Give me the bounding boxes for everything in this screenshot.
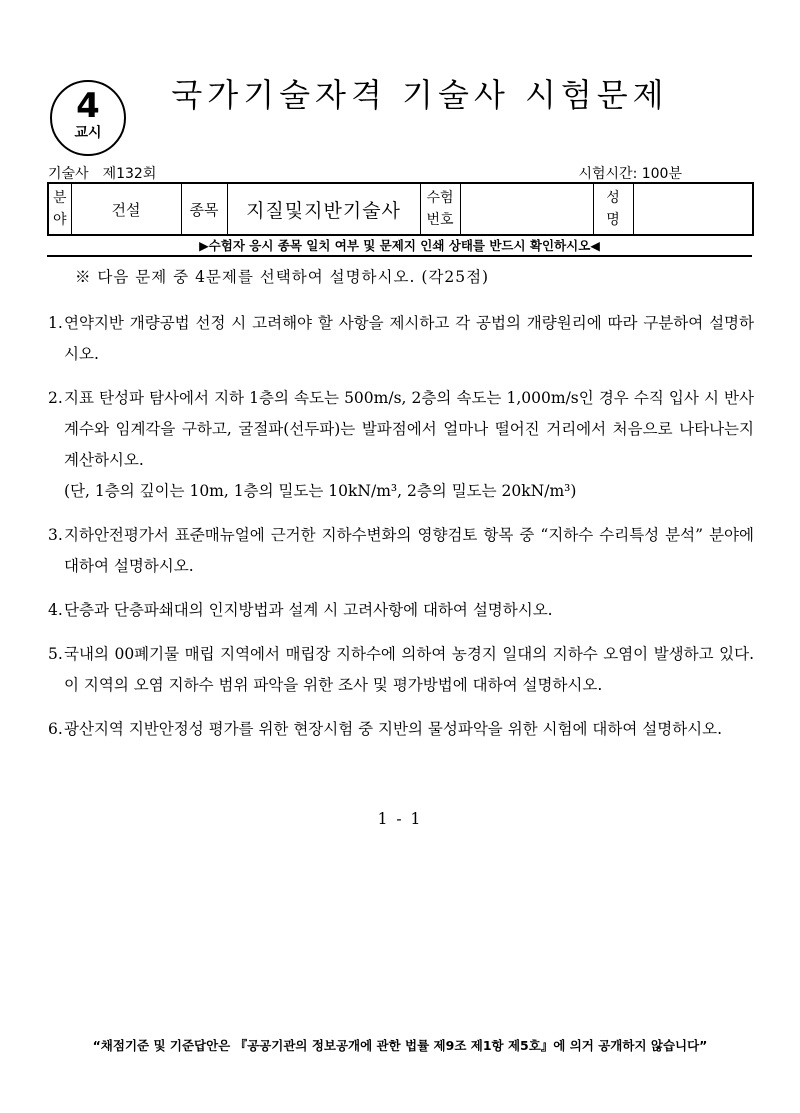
disclosure-footer: “채점기준 및 기준답안은 『공공기관의 정보공개에 관한 법률 제9조 제1항 제5호』에 의거 공개하지 않습니다”	[92, 1038, 708, 1053]
page-title: 국가기술자격 기술사 시험문제	[171, 76, 669, 114]
field-value: 건설	[71, 183, 181, 235]
exam-number-label-cell	[420, 183, 460, 235]
name-label-1: 성	[606, 190, 620, 206]
period-badge	[50, 80, 126, 156]
question-item	[48, 595, 754, 626]
question-text: 지표 탄성파 탐사에서 지하 1층의 속도는 500m/s, 2층의 속도는 1,000m/s인 경우 수직 입사 시 반사계수와 임계각을 구하고, 굴절파(선두파)는 발파점에서 얼마나 떨어진 거리에서 처음으로 나타나는지 계산하시오.	[64, 389, 755, 469]
subject-value: 지질및지반기술사	[227, 183, 420, 235]
name-field[interactable]	[633, 183, 753, 235]
question-number: 4.	[48, 601, 63, 619]
question-item	[48, 520, 754, 582]
field-label-1: 분	[52, 190, 67, 206]
period-number: 4	[76, 86, 100, 126]
question-number: 6.	[48, 720, 63, 738]
name-label-cell	[593, 183, 633, 235]
name-label-2: 명	[606, 212, 620, 228]
exam-number-label-2: 번호	[426, 212, 454, 228]
field-label-cell	[48, 183, 71, 235]
question-item	[48, 714, 754, 745]
question-number: 5.	[48, 645, 63, 663]
exam-number-label-1: 수험	[426, 190, 454, 206]
question-text: 지하안전평가서 표준매뉴얼에 근거한 지하수변화의 영향검토 항목 중 “지하수 수리특성 분석” 분야에 대하여 설명하시오.	[64, 526, 754, 575]
page-number: 1 - 1	[377, 810, 423, 828]
question-text: 국내의 00폐기물 매립 지역에서 매립장 지하수에 의하여 농경지 일대의 지하수 오염이 발생하고 있다. 이 지역의 오염 지하수 범위 파악을 위한 조사 및 평가방법에 대하여 설명하시오.	[64, 645, 754, 694]
question-text: 단층과 단층파쇄대의 인지방법과 설계 시 고려사항에 대하여 설명하시오.	[64, 601, 553, 619]
question-number: 1.	[48, 314, 63, 332]
question-note: (단, 1층의 깊이는 10m, 1층의 밀도는 10kN/m³, 2층의 밀도는 20kN/m³)	[64, 482, 577, 500]
question-number: 3.	[48, 526, 63, 544]
question-list	[48, 308, 754, 758]
field-label-2: 야	[52, 212, 67, 228]
exam-category: 기술사	[48, 166, 89, 182]
exam-number-field[interactable]	[460, 183, 593, 235]
question-item	[48, 383, 754, 507]
question-number: 2.	[48, 389, 63, 407]
exam-time: 시험시간: 100분	[578, 166, 682, 182]
period-label: 교시	[74, 125, 102, 141]
question-item	[48, 308, 754, 370]
exam-meta-left	[48, 163, 156, 183]
question-text: 연약지반 개량공법 선정 시 고려해야 할 사항을 제시하고 각 공법의 개량원리에 따라 구분하여 설명하시오.	[64, 314, 754, 363]
check-notice: ▶수험자 응시 종목 일치 여부 및 문제지 인쇄 상태를 반드시 확인하시오◀	[47, 238, 752, 257]
instruction: ※ 다음 문제 중 4문제를 선택하여 설명하시오. (각25점)	[75, 268, 490, 286]
subject-label: 종목	[181, 183, 227, 235]
exam-info-table	[47, 182, 754, 236]
exam-session: 제132회	[102, 166, 157, 182]
question-item	[48, 639, 754, 701]
question-text: 광산지역 지반안정성 평가를 위한 현장시험 중 지반의 물성파악을 위한 시험에 대하여 설명하시오.	[64, 720, 723, 738]
